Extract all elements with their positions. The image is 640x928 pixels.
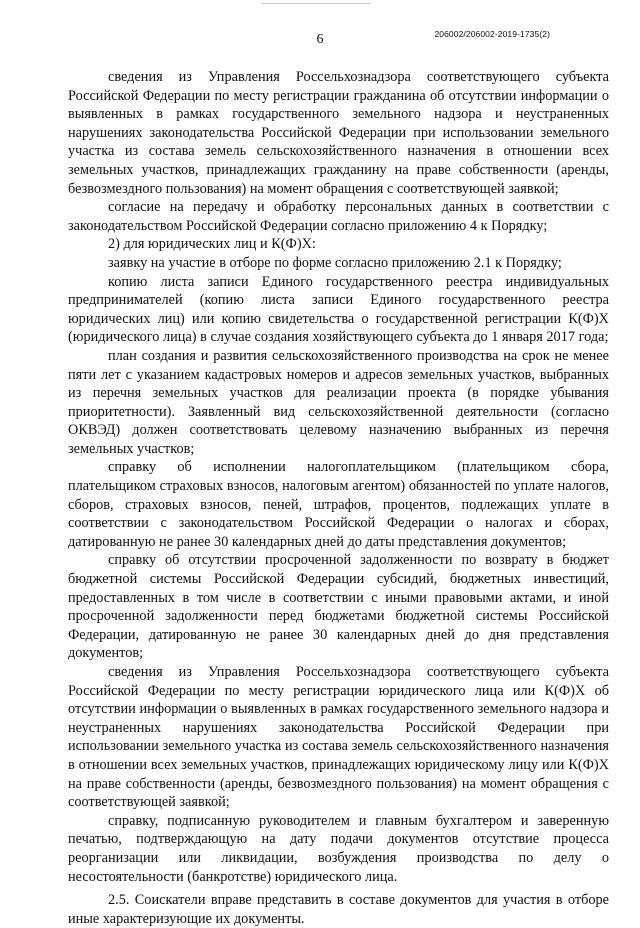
paragraph-legal-entities-heading: 2) для юридических лиц и К(Ф)Х:	[108, 236, 316, 253]
paragraph-application-form: заявку на участие в отборе по форме согласно приложению 2.1 к Порядку;	[108, 254, 562, 271]
paragraph-rosselkhoznadzor-legal-entity: сведения из Управления Россельхознадзора соответствующего субъекта Российской Федерации по месту регистрации юридического лица или К(Ф)Х об отсутствии информации о выявленных в рамках государственного земельного надзора и неустраненных нарушениях законодательства Российской Федерации при использовании земельного участка из состава земель сельскохозяйственного назначения в отношении всех земельных участков, принадлежащих юридическому лицу или К(Ф)Х на праве собственности (аренды, безвозмездного пользования) на момент обращения с соответствующей заявкой;	[68, 664, 609, 811]
paragraph-debt-certificate: справку об отсутствии просроченной задолженности по возврату в бюджет бюджетной системы Российской Федерации субсидий, бюджетных инвестиций, предоставленных в том числе в соответствии с иными правовыми актами, и иной просроченной задолженности перед бюджетами бюджетной системы Российской Федерации, датированную не ранее 30 календарных дней до дня представления документов;	[68, 552, 609, 662]
paragraph-section-2-5: 2.5. Соискатели вправе представить в составе документов для участия в отборе иные характеризующие их документы.	[68, 892, 609, 927]
document-id: 206002/206002-2019-1735(2)	[434, 29, 550, 39]
paragraph-personal-data-consent: согласие на передачу и обработку персональных данных в соответствии с законодательством Российской Федерации согласно приложению 4 к Порядку;	[68, 199, 609, 234]
document-body	[68, 68, 609, 928]
scan-top-edge-line	[262, 3, 370, 4]
page-number: 6	[316, 32, 324, 47]
paragraph-rosselkhoznadzor-citizen: сведения из Управления Россельхознадзора соответствующего субъекта Российской Федерации по месту регистрации гражданина об отсутствии информации о выявленных в рамках государственного земельного надзора и неустраненных нарушениях законодательства Российской Федерации при использовании земельного участка из состава земель сельскохозяйственного назначения в отношении всех земельных участков, принадлежащих гражданину на праве собственности (аренды, безвозмездного пользования) на момент обращения с соответствующей заявкой;	[68, 69, 609, 197]
paragraph-registry-copy: копию листа записи Единого государственного реестра индивидуальных предпринимателей (копию листа записи Единого государственного реестра юридических лиц) или копию свидетельства о государственной регистрации К(Ф)Х (юридического лица) в случае создания хозяйствующего субъекта до 1 января 2017 года;	[68, 273, 609, 346]
paragraph-bankruptcy-certificate: справку, подписанную руководителем и главным бухгалтером и заверенную печатью, подтверждающую на дату подачи документов отсутствие процесса реорганизации или ликвидации, возбуждения производства по делу о несостоятельности (банкротстве) юридического лица.	[68, 812, 609, 885]
paragraph-tax-certificate: справку об исполнении налогоплательщиком (плательщиком сбора, плательщиком страховых взносов, налоговым агентом) обязанностей по уплате налогов, сборов, страховых взносов, пеней, штрафов, процентов, подлежащих уплате в соответствии с законодательством Российской Федерации о налогах и сборах, датированную не ранее 30 календарных дней до даты представления документов;	[68, 459, 609, 550]
paragraph-development-plan: план создания и развития сельскохозяйственного производства на срок не менее пяти лет с указанием кадастровых номеров и адресов земельных участков, выбранных из перечня земельных участков для реализации проекта (в порядке убывания приоритетности). Заявленный вид сельскохозяйственной деятельности (согласно ОКВЭД) должен соответствовать целевому назначению выбранных из перечня земельных участков;	[68, 347, 609, 457]
